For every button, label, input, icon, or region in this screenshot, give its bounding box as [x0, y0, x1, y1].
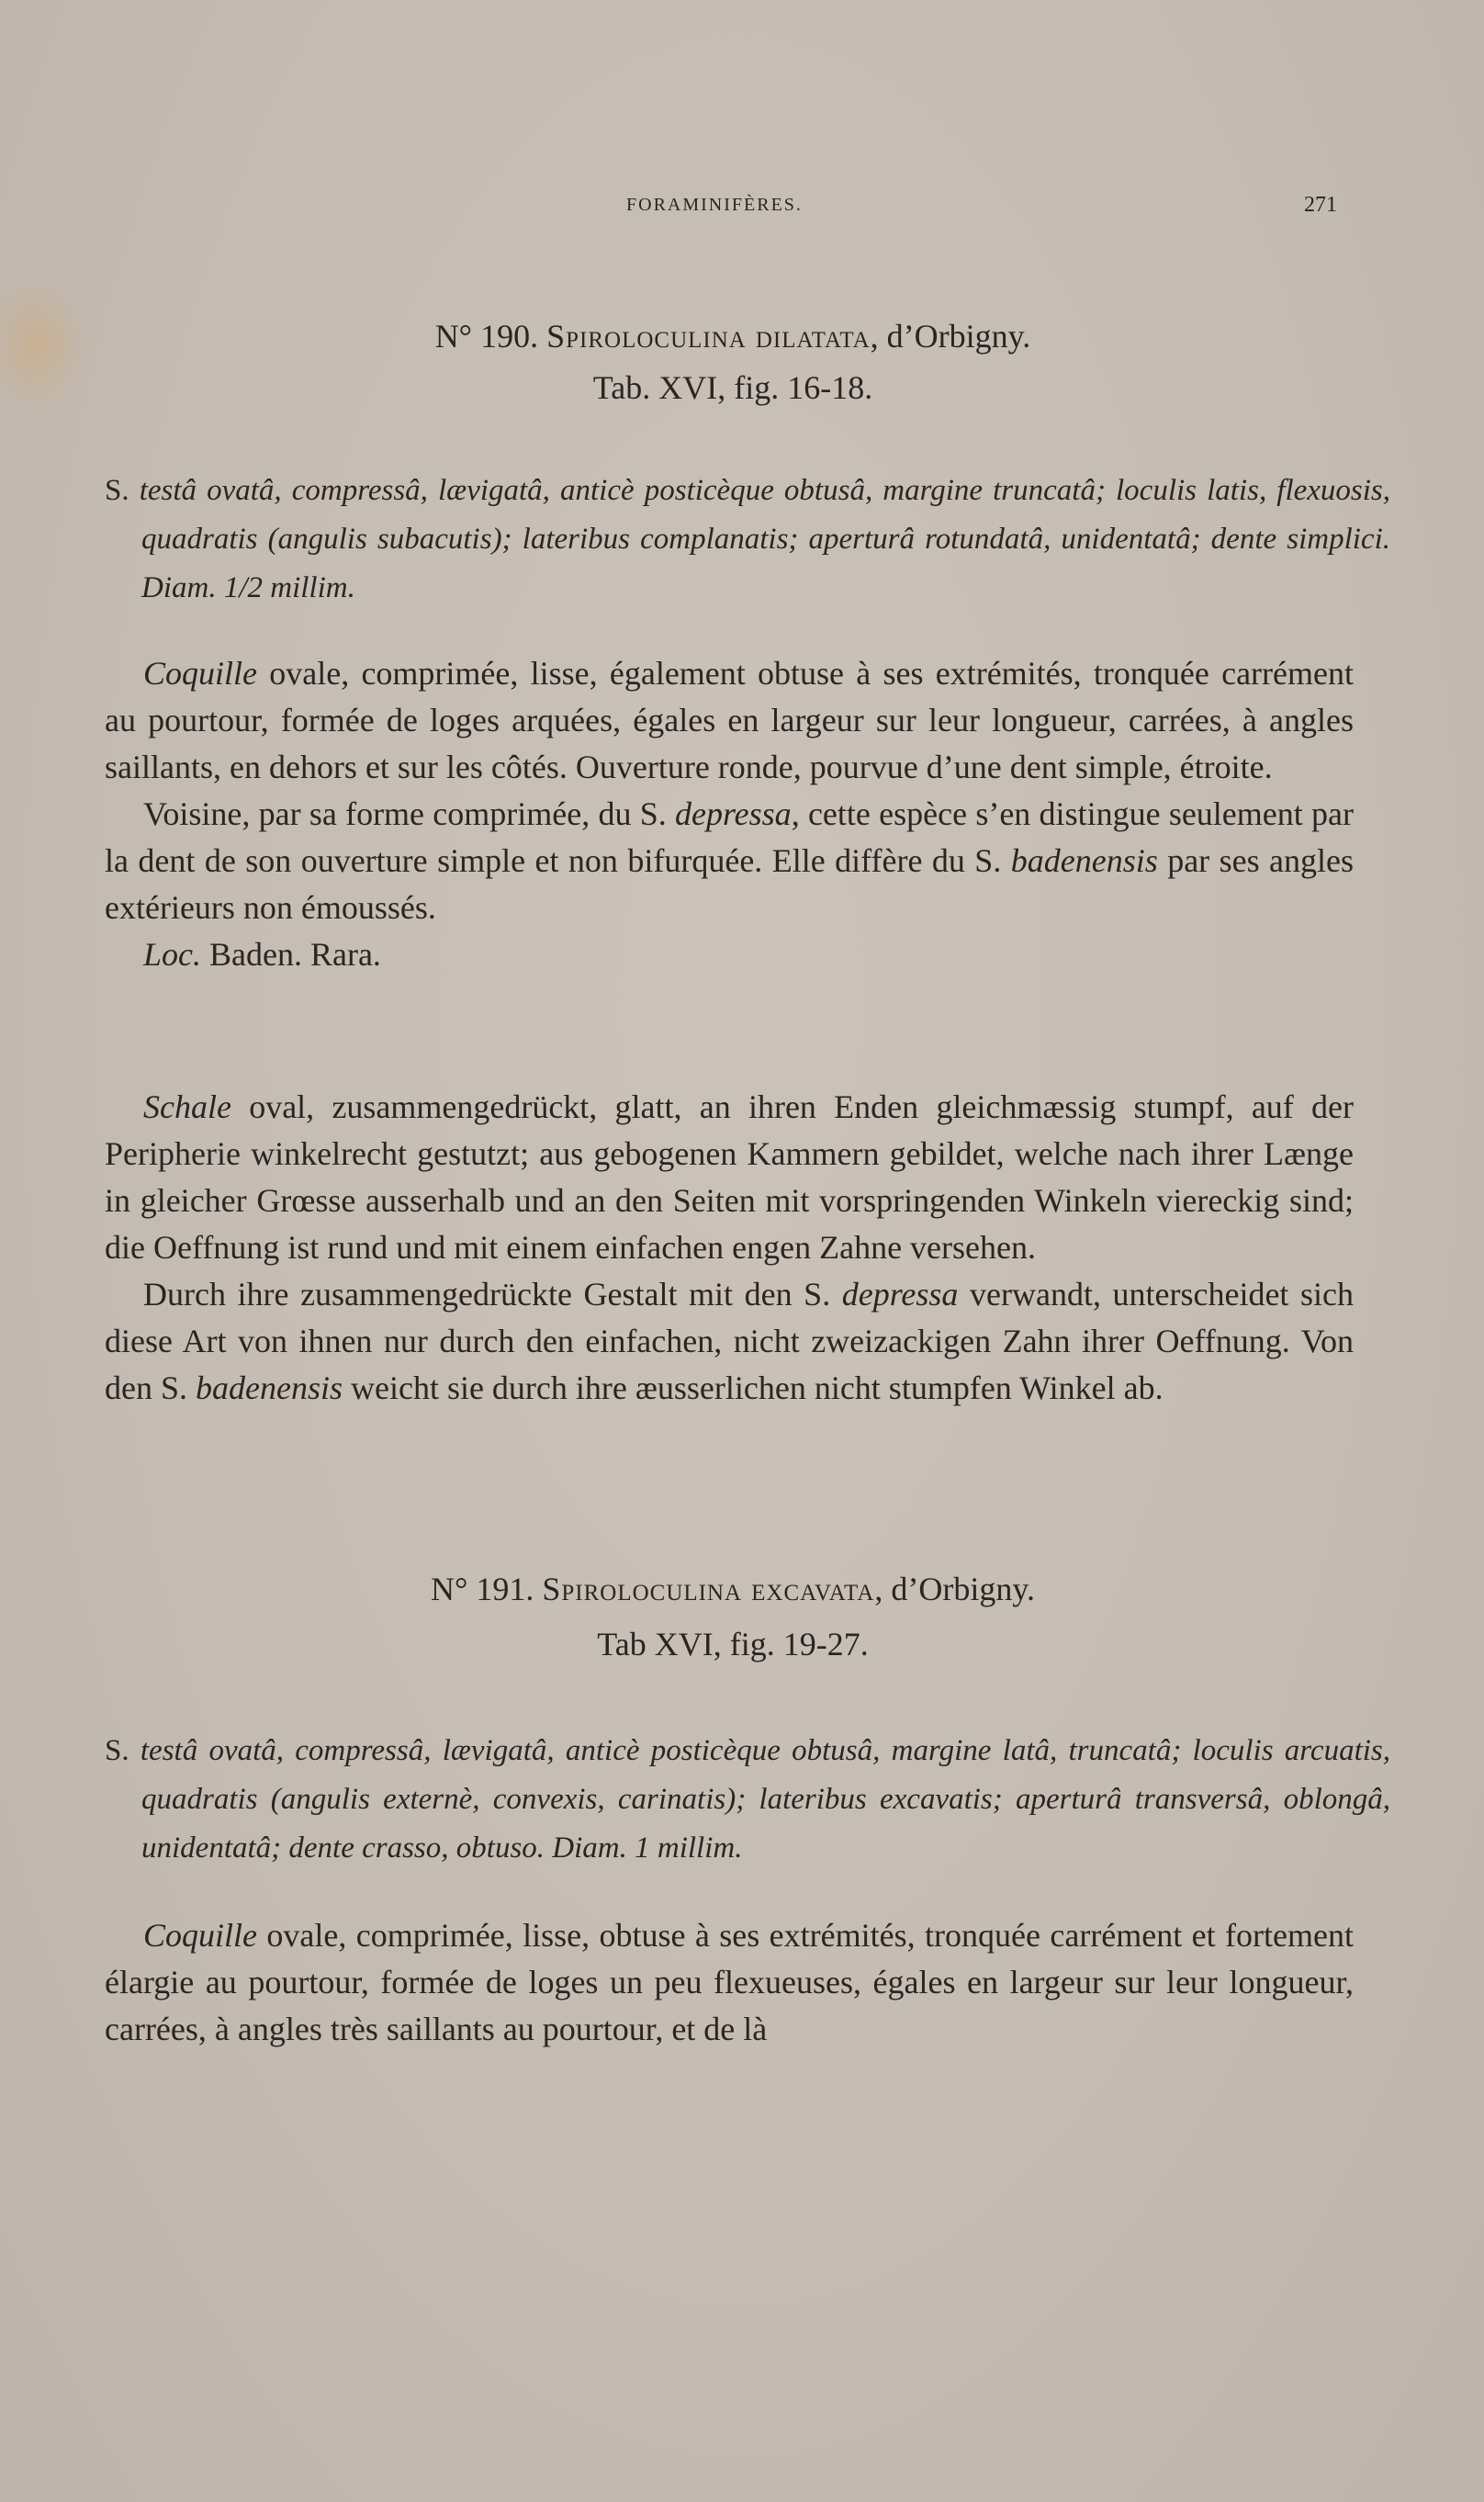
species-190-de-text: oval, zusammengedrückt, glatt, an ihren Enden gleichmæssig stumpf, auf der Peripherie winkelrecht gestutzt; aus gebogenen Kammern gebildet, welche nach ihrer Længe in gleicher Grœsse ausserhalb und an den Seiten mit vorspringenden Winkeln viereckig sind; die Oeffnung ist rund und mit einem einfachen engen Zahne versehen. — [105, 1088, 1354, 1266]
species-190-de-comp-e: weicht sie durch ihre æusserlichen nicht stumpfen Winkel ab. — [342, 1369, 1164, 1406]
species-191-number: N° 191. — [430, 1571, 534, 1607]
running-title: FORAMINIFÈRES. — [626, 195, 803, 215]
species-190-plate: Tab. XVI, fig. 16-18. — [592, 369, 873, 406]
page-number: 271 — [1304, 193, 1337, 217]
species-190-diagnosis — [105, 467, 1390, 613]
species-190-fr-comp-badenensis: badenensis — [1010, 842, 1158, 879]
species-191-fr-text: ovale, comprimée, lisse, obtuse à ses extrémités, tronquée carrément et fortement élargie au pourtour, formée de loges un peu flexueuses, égales en largeur sur leur longueur, carrées, à angles très saillants au pourtour, et de là — [105, 1917, 1354, 2047]
species-190-de-comp-c: verwandt, unterscheidet sich diese Art von ihnen nur durch den einfachen, nicht zweizackigen Zahn ihrer Oeffnung. Von den S. — [105, 1276, 1354, 1406]
species-191-name: Spiroloculina excavata — [542, 1571, 875, 1607]
species-190-fr-description — [105, 650, 1354, 791]
species-190-author: , d’Orbigny. — [870, 318, 1031, 355]
species-190-de-comp-depressa: depressa — [841, 1276, 959, 1313]
species-190-de-comp-badenensis: badenensis — [196, 1369, 343, 1406]
species-191-french — [105, 1912, 1354, 2053]
species-190-de-description — [105, 1084, 1354, 1271]
species-190-fr-loc-text: Baden. Rara. — [201, 936, 381, 973]
species-191-diagnosis-text: testâ ovatâ, compressâ, lævigatâ, anticè posticèque obtusâ, margine latâ, truncatâ; loculis arcuatis, quadratis (angulis externè, convexis, carinatis); lateribus excavatis; aperturâ transversâ, oblongâ, unidentatâ; dente crasso, obtuso. Diam. 1 millim. — [140, 1734, 1391, 1865]
species-191-fr-lead: Coquille — [143, 1917, 257, 1954]
species-190-fr-text: ovale, comprimée, lisse, également obtuse à ses extrémités, tronquée carrément au pourtour, formée de loges arquées, égales en largeur sur leur longueur, carrées, à angles saillants, en dehors et sur les côtés. Ouverture ronde, pourvue d’une dent simple, étroite. — [105, 655, 1354, 785]
species-190-french — [105, 650, 1354, 978]
species-190-number: N° 190. — [434, 318, 539, 355]
species-191-plate: Tab XVI, fig. 19-27. — [597, 1626, 869, 1662]
species-190-de-comparison — [105, 1271, 1354, 1412]
species-191-author: , d’Orbigny. — [874, 1571, 1036, 1607]
species-190-german — [105, 1084, 1354, 1412]
species-191-diagnosis-genus: S. — [105, 1734, 129, 1767]
species-190-diagnosis-text: testâ ovatâ, compressâ, lævigatâ, anticè posticèque obtusâ, margine truncatâ; loculis latis, flexuosis, quadratis (angulis subacutis); lateribus complanatis; aperturâ rotundatâ, unidentatâ; dente simplici. Diam. 1/2 millim. — [139, 474, 1391, 604]
species-190-heading — [0, 310, 1466, 362]
species-190-diagnosis-genus: S. — [105, 474, 129, 507]
species-190-fr-locality — [105, 931, 1354, 978]
species-191-heading — [0, 1563, 1466, 1615]
species-190-fr-comp-e: par ses angles extérieurs non émoussés. — [105, 842, 1354, 926]
species-190-fr-comparison — [105, 791, 1354, 931]
species-190-fr-comp-depressa: depressa — [675, 795, 792, 832]
species-190-fr-comp-c: , cette espèce s’en distingue seulement par la dent de son ouverture simple et non bifurquée. Elle diffère du S. — [105, 795, 1354, 879]
species-190-de-lead: Schale — [143, 1088, 231, 1125]
species-190-fr-comp-a: Voisine, par sa forme comprimée, du S. — [143, 795, 676, 832]
running-head — [0, 195, 1484, 222]
species-190-name: Spiroloculina dilatata — [546, 318, 871, 355]
species-191-diagnosis — [105, 1727, 1390, 1873]
species-190-fr-loc-lead: Loc. — [143, 936, 201, 973]
species-191-fr-description — [105, 1912, 1354, 2053]
species-190-de-comp-a: Durch ihre zusammengedrückte Gestalt mit den S. — [143, 1276, 842, 1313]
species-190-fr-lead: Coquille — [143, 655, 257, 692]
